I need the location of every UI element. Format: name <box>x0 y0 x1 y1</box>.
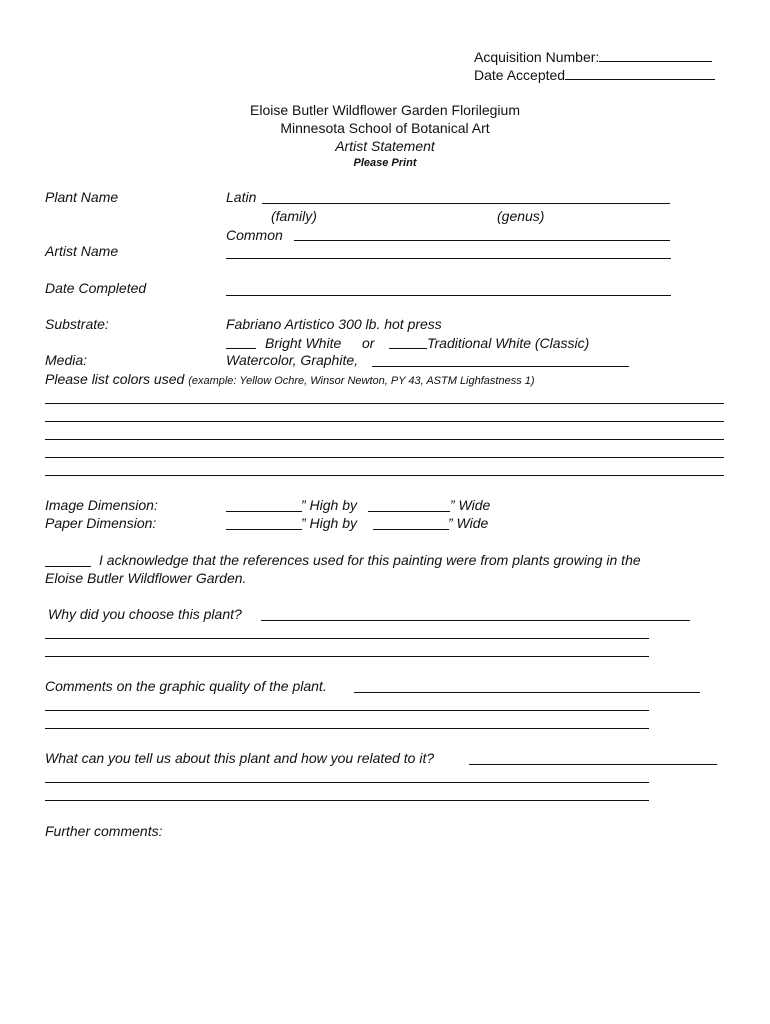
artist-name-field[interactable] <box>226 258 671 259</box>
colors-line-3[interactable] <box>45 439 724 440</box>
image-height-field[interactable] <box>226 511 302 512</box>
why-choose-label: Why did you choose this plant? <box>48 606 242 622</box>
bright-white-checkbox[interactable] <box>226 348 256 349</box>
tell-us-line-3[interactable] <box>45 800 649 801</box>
tell-us-line-2[interactable] <box>45 782 649 783</box>
traditional-white-checkbox[interactable] <box>389 348 427 349</box>
graphic-quality-line-2[interactable] <box>45 710 649 711</box>
acknowledge-text-line-1: I acknowledge that the references used for this painting were from plants growing in the <box>99 552 641 568</box>
why-choose-line-3[interactable] <box>45 656 649 657</box>
bright-white-label: Bright White <box>265 335 342 351</box>
colors-line-2[interactable] <box>45 421 724 422</box>
or-label: or <box>362 335 375 351</box>
date-accepted-label: Date Accepted <box>474 67 566 83</box>
colors-used-row <box>45 371 535 388</box>
why-choose-line-2[interactable] <box>45 638 649 639</box>
acquisition-number-row <box>474 48 712 65</box>
date-accepted-field[interactable] <box>565 66 715 80</box>
tell-us-label: What can you tell us about this plant and how you related to it? <box>45 750 435 766</box>
acquisition-number-field[interactable] <box>599 48 712 62</box>
artist-name-label: Artist Name <box>45 243 119 259</box>
further-comments-label: Further comments: <box>45 823 163 839</box>
latin-field[interactable] <box>262 203 670 204</box>
date-completed-field[interactable] <box>226 295 671 296</box>
colors-used-example: (example: Yellow Ochre, Winsor Newton, PY 43, ASTM Lighfastness 1) <box>188 375 535 387</box>
tell-us-field[interactable] <box>469 764 717 765</box>
paper-wide-label: ” Wide <box>448 515 489 531</box>
acknowledge-text-line-2: Eloise Butler Wildflower Garden. <box>45 570 247 586</box>
acknowledge-initials-field[interactable] <box>45 566 91 567</box>
title-line-1: Eloise Butler Wildflower Garden Florilegium <box>250 102 520 118</box>
paper-width-field[interactable] <box>373 529 449 530</box>
title-line-3: Artist Statement <box>335 138 435 154</box>
common-field[interactable] <box>294 240 670 241</box>
colors-line-4[interactable] <box>45 457 724 458</box>
acquisition-number-label: Acquisition Number: <box>474 49 600 65</box>
date-completed-label: Date Completed <box>45 280 147 296</box>
media-value: Watercolor, Graphite, <box>226 352 359 368</box>
media-label: Media: <box>45 352 88 368</box>
image-width-field[interactable] <box>368 511 450 512</box>
image-wide-label: ” Wide <box>450 497 491 513</box>
colors-line-5[interactable] <box>45 475 724 476</box>
genus-label: (genus) <box>497 208 545 224</box>
traditional-white-label: Traditional White (Classic) <box>427 335 590 351</box>
plant-name-label: Plant Name <box>45 189 119 205</box>
why-choose-field[interactable] <box>261 620 690 621</box>
paper-height-field[interactable] <box>226 529 302 530</box>
media-field[interactable] <box>372 366 629 367</box>
paper-dimension-label: Paper Dimension: <box>45 515 157 531</box>
image-high-by-label: ” High by <box>301 497 358 513</box>
latin-label: Latin <box>226 189 257 205</box>
colors-used-label: Please list colors used <box>45 371 185 387</box>
graphic-quality-label: Comments on the graphic quality of the plant. <box>45 678 327 694</box>
date-accepted-row <box>474 66 715 83</box>
latin-row <box>226 189 256 205</box>
title-line-2: Minnesota School of Botanical Art <box>280 120 490 136</box>
graphic-quality-field[interactable] <box>354 692 700 693</box>
graphic-quality-line-3[interactable] <box>45 728 649 729</box>
please-print-note: Please Print <box>353 157 417 169</box>
substrate-value: Fabriano Artistico 300 lb. hot press <box>226 316 442 332</box>
substrate-label: Substrate: <box>45 316 109 332</box>
colors-line-1[interactable] <box>45 403 724 404</box>
common-label: Common <box>226 227 283 243</box>
family-label: (family) <box>271 208 317 224</box>
paper-high-by-label: ” High by <box>301 515 358 531</box>
image-dimension-label: Image Dimension: <box>45 497 158 513</box>
